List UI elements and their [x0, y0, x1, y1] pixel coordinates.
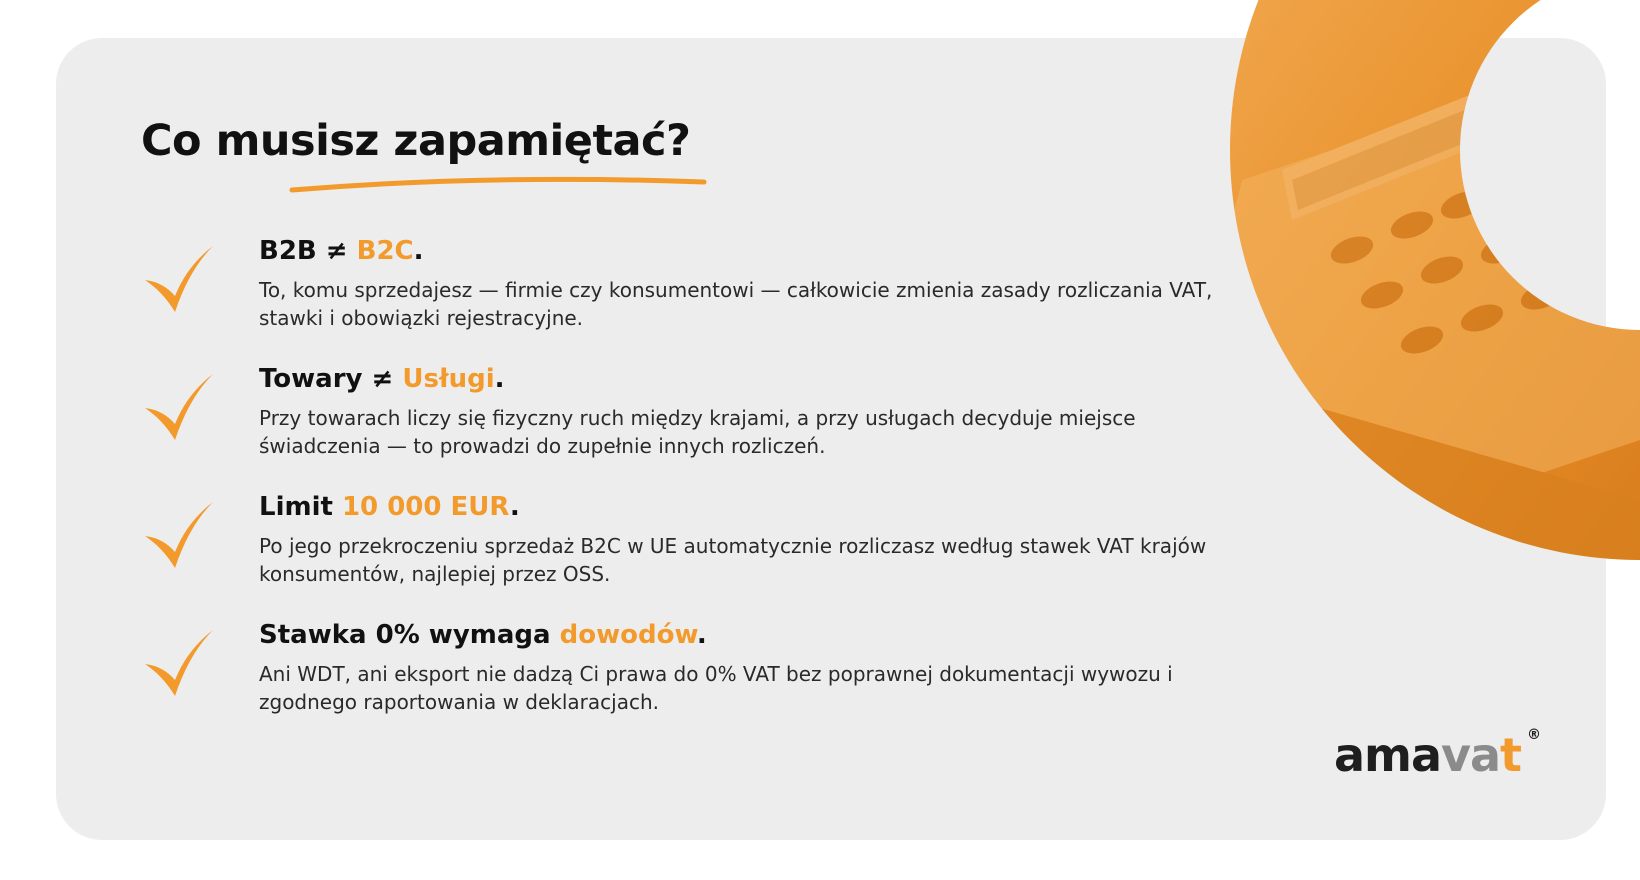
item-description: To, komu sprzedajesz — firmie czy konsumentowi — całkowicie zmienia zasady rozliczania VAT, stawki i obowiązki rejestracyjne.: [259, 278, 1213, 330]
checkmark-icon: [141, 496, 217, 574]
checkmark-icon: [141, 624, 217, 702]
item-title: Limit 10 000 EUR.: [259, 492, 520, 522]
checkmark-icon: [141, 240, 217, 318]
amavat-logo: amavat ®: [1334, 727, 1542, 782]
page-title: Co musisz zapamiętać?: [141, 116, 691, 166]
item-title: Stawka 0% wymaga dowodów.: [259, 620, 707, 650]
item-description: Ani WDT, ani eksport nie dadzą Ci prawa do 0% VAT bez poprawnej dokumentacji wywozu i zgodnego raportowania w deklaracjach.: [259, 662, 1173, 714]
item-description: Przy towarach liczy się fizyczny ruch między krajami, a przy usługach decyduje miejsce świadczenia — to prowadzi do zupełnie innych rozliczeń.: [259, 406, 1136, 458]
calculator-photo-ring: [1222, 0, 1640, 570]
title-underline: [288, 168, 708, 198]
item-title: B2B ≠ B2C.: [259, 236, 424, 266]
item-title: Towary ≠ Usługi.: [259, 364, 505, 394]
checkmark-icon: [141, 368, 217, 446]
item-description: Po jego przekroczeniu sprzedaż B2C w UE automatycznie rozliczasz według stawek VAT krajów konsumentów, najlepiej przez OSS.: [259, 534, 1207, 586]
